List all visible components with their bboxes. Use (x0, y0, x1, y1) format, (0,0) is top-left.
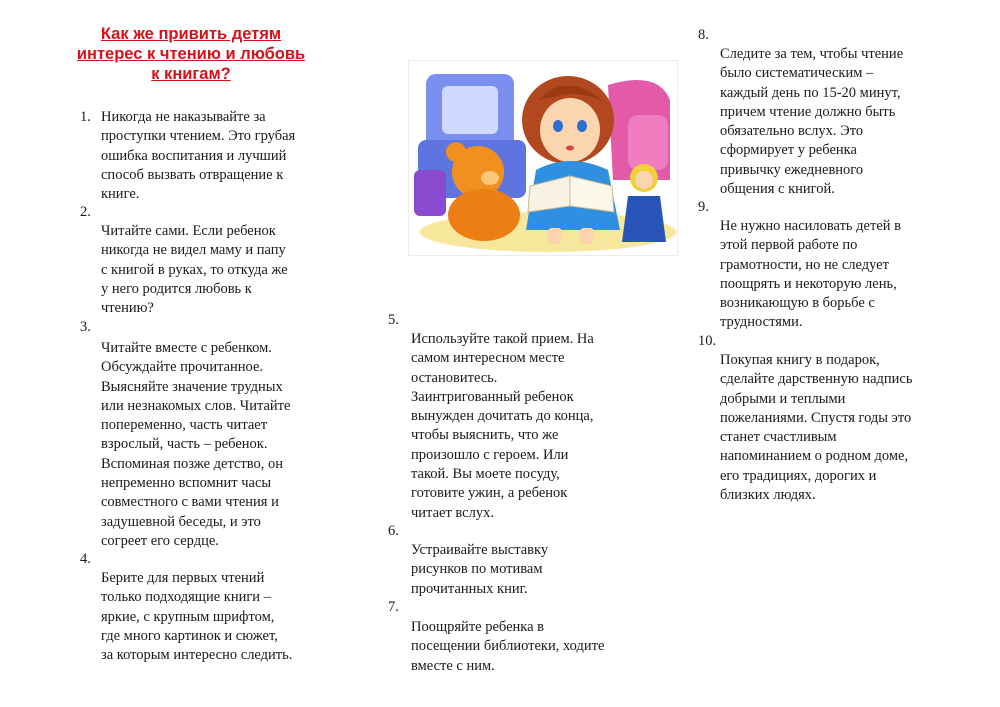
list-item (101, 108, 295, 204)
item-line: за которым интересно следить. (101, 647, 293, 664)
item-line: возникающую в борьбе с (720, 295, 875, 312)
item-number: 6. (388, 523, 399, 539)
item-line: Читайте вместе с ребенком. (101, 340, 272, 356)
item-line: попеременно, часть читает (101, 417, 268, 434)
item-line: обязательно вслух. Это (720, 123, 864, 140)
item-line: напоминанием о родном доме, (720, 448, 909, 465)
item-line: станет счастливым (720, 429, 837, 446)
item-line: с книгой в руках, то откуда же (101, 261, 288, 278)
item-line: прочитанных книг. (411, 580, 528, 597)
item-line: никогда не видел маму и папу (101, 242, 286, 259)
item-line: сформирует у ребенка (720, 142, 857, 159)
item-line: взрослый, часть – ребенок. (101, 436, 268, 453)
item-line: читает вслух. (411, 504, 494, 521)
item-number: 10. (698, 333, 717, 349)
item-number: 1. (80, 109, 91, 125)
item-line: Никогда не наказывайте за (101, 109, 266, 125)
item-line: трудностями. (720, 314, 803, 331)
item-line: согреет его сердце. (101, 532, 219, 549)
title-line: интерес к чтению и любовь (76, 45, 306, 63)
title-line: Как же привить детям (100, 25, 282, 43)
item-line: совместного с вами чтения и (101, 494, 279, 511)
item-line: проступки чтением. Это грубая (101, 128, 296, 145)
item-line: привычку ежедневного (720, 161, 864, 178)
item-number: 8. (698, 27, 709, 43)
item-line: готовите ужин, а ребенок (411, 485, 568, 502)
item-line: ошибка воспитания и лучший (101, 147, 287, 164)
item-line: Берите для первых чтений (101, 570, 265, 586)
title-line: к книгам? (151, 65, 231, 83)
item-line: или незнакомых слов. Читайте (101, 397, 291, 414)
item-line: Следите за тем, чтобы чтение (720, 46, 904, 62)
item-line: способ вызвать отвращение к (101, 166, 284, 183)
page-title (60, 24, 322, 84)
list-item (411, 330, 594, 523)
item-line: сделайте дарственную надпись (720, 371, 913, 388)
item-line: чтобы выяснить, что же (411, 427, 559, 444)
item-line: произошло с героем. Или (411, 446, 569, 463)
item-line: грамотности, но не следует (720, 256, 889, 273)
item-line: было систематическим – (720, 65, 874, 82)
item-number: 4. (80, 551, 91, 567)
list-item (720, 45, 903, 199)
item-line: Читайте сами. Если ребенок (101, 223, 276, 239)
item-line: Устраивайте выставку (411, 542, 549, 558)
item-line: у него родится любовь к (101, 280, 252, 297)
item-number: 9. (698, 199, 709, 215)
item-line: вместе с ним. (411, 657, 495, 674)
item-line: посещении библиотеки, ходите (411, 638, 605, 655)
item-line: пожеланиями. Спустя годы это (720, 409, 912, 426)
item-line: Вспоминая позже детство, он (101, 455, 283, 472)
item-line: вынужден дочитать до конца, (411, 408, 594, 425)
list-item (411, 618, 604, 676)
item-line: поощрять и некоторую лень, (720, 275, 897, 292)
item-line: задушевной беседы, и это (101, 513, 261, 530)
item-number: 7. (388, 599, 399, 615)
item-line: причем чтение должно быть (720, 103, 896, 120)
item-line: яркие, с крупным шрифтом, (101, 608, 275, 625)
item-line: Покупая книгу в подарок, (720, 352, 880, 368)
item-line: Выясняйте значение трудных (101, 378, 283, 395)
item-line: книге. (101, 186, 140, 203)
list-item (101, 339, 290, 551)
item-line: Используйте такой прием. На (411, 331, 594, 347)
list-item (720, 217, 901, 333)
list-item (101, 569, 292, 665)
item-line: такой. Вы моете посуду, (411, 466, 560, 483)
item-line: Заинтригованный ребенок (411, 388, 574, 405)
item-line: его традициях, дорогих и (720, 467, 877, 484)
item-number: 2. (80, 204, 91, 220)
item-line: где много картинок и сюжет, (101, 627, 278, 644)
list-item (101, 222, 288, 318)
item-number: 5. (388, 312, 399, 328)
item-line: близких людях. (720, 487, 816, 504)
item-line: остановитесь. (411, 369, 498, 386)
item-line: рисунков по мотивам (411, 561, 543, 578)
item-line: этой первой работе по (720, 237, 858, 254)
list-item (411, 541, 548, 599)
item-line: самом интересном месте (411, 350, 565, 367)
item-line: чтению? (101, 300, 154, 317)
item-line: только подходящие книги – (101, 589, 271, 606)
item-line: общения с книгой. (720, 181, 835, 198)
item-line: добрыми и теплыми (720, 390, 846, 407)
item-line: Обсуждайте прочитанное. (101, 359, 264, 376)
item-number: 3. (80, 319, 91, 335)
item-line: непременно вспомнит часы (101, 475, 272, 492)
list-item (720, 351, 912, 505)
item-line: каждый день по 15-20 минут, (720, 84, 901, 101)
item-line: Поощряйте ребенка в (411, 619, 545, 635)
reading-girl-illustration (408, 60, 678, 256)
item-line: Не нужно насиловать детей в (720, 218, 901, 234)
